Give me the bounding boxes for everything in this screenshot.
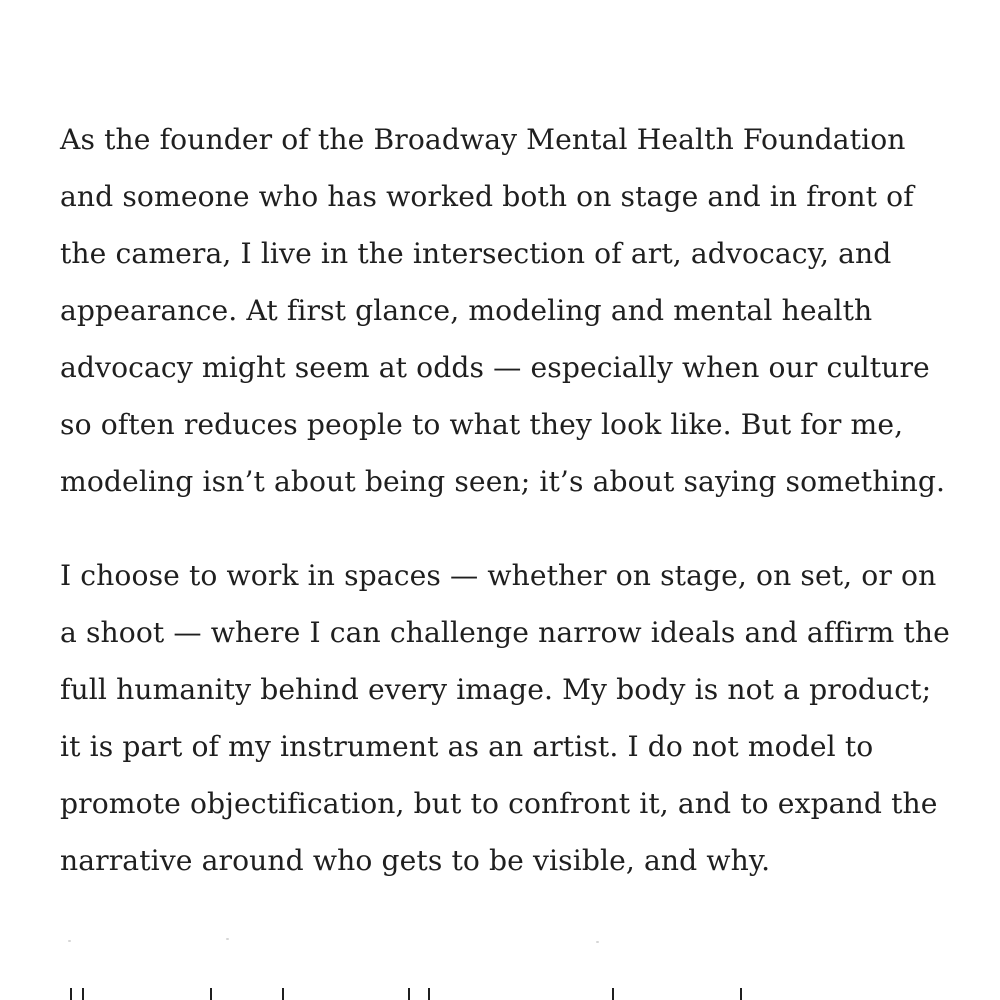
paragraph-line: advocacy might seem at odds — especially when our culture <box>60 351 930 384</box>
glyph-tops <box>70 988 78 1000</box>
paragraph-line: so often reduces people to what they look like. But for me, <box>60 408 904 441</box>
scan-speck <box>596 941 599 943</box>
paragraph-line: modeling isn’t about being seen; it’s about saying something. <box>60 465 946 498</box>
cut-off-next-line <box>60 988 820 1000</box>
paragraph-line: the camera, I live in the intersection of art, advocacy, and <box>60 237 892 270</box>
paragraph-line: it is part of my instrument as an artist. I do not model to <box>60 730 874 763</box>
paragraph-line: As the founder of the Broadway Mental Health Foundation <box>60 123 906 156</box>
glyph-tops <box>282 988 290 1000</box>
cut-off-glyph-tops <box>60 988 748 1000</box>
scan-speck <box>226 938 229 940</box>
paragraph-line: narrative around who gets to be visible, and why. <box>60 844 771 877</box>
paragraph-line: I choose to work in spaces — whether on stage, on set, or on <box>60 559 937 592</box>
paragraph-line: promote objectification, but to confront it, and to expand the <box>60 787 938 820</box>
paragraph-line: full humanity behind every image. My body is not a product; <box>60 673 932 706</box>
glyph-tops <box>408 988 416 1000</box>
glyph-tops <box>740 988 748 1000</box>
glyph-tops <box>428 988 436 1000</box>
paragraph-line: and someone who has worked both on stage and in front of <box>60 180 914 213</box>
scan-speck <box>68 940 71 942</box>
paragraph-line: a shoot — where I can challenge narrow ideals and affirm the <box>60 616 950 649</box>
paragraph-line: appearance. At first glance, modeling and mental health <box>60 294 873 327</box>
glyph-tops <box>210 988 218 1000</box>
glyph-tops <box>612 988 620 1000</box>
glyph-tops <box>82 988 90 1000</box>
